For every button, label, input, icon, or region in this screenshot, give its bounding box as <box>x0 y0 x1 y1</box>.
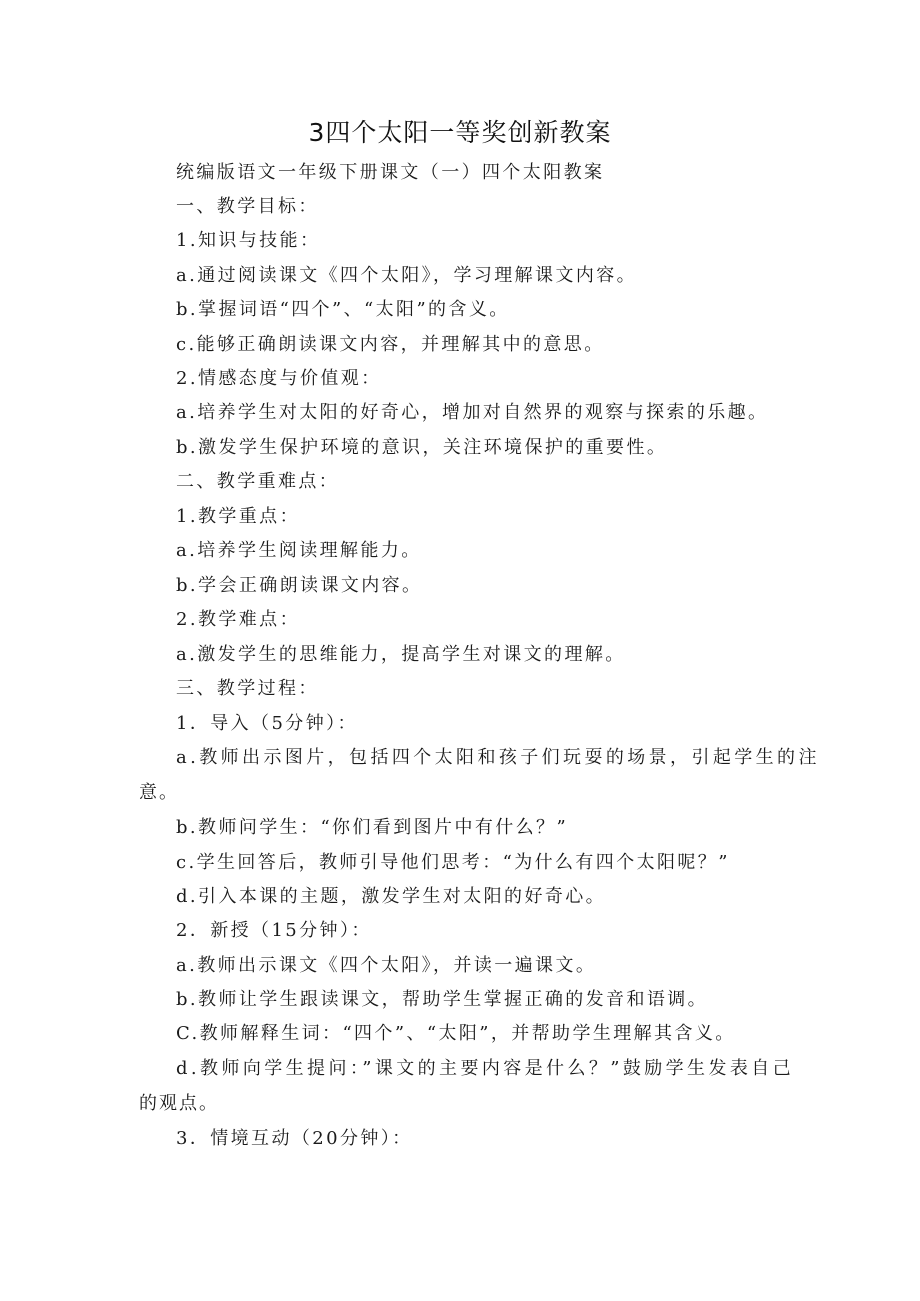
paragraph-line: a.培养学生阅读理解能力。 <box>176 540 422 561</box>
paragraph-line: b.学会正确朗读课文内容。 <box>176 575 423 596</box>
paragraph-line: a.教师出示图片，包括四个太阳和孩子们玩耍的场景，引起学生的注 <box>176 747 820 768</box>
paragraph-line: a.通过阅读课文《四个太阳》，学习理解课文内容。 <box>176 265 638 286</box>
subsection-heading: 2．新授（15分钟）： <box>176 920 372 941</box>
subsection-heading: 3．情境互动（20分钟）： <box>176 1128 413 1149</box>
paragraph-line: C.教师解释生词：“四个”、“太阳”，并帮助学生理解其含义。 <box>176 1023 736 1044</box>
paragraph-line: b.掌握词语“四个”、“太阳”的含义。 <box>176 299 510 320</box>
paragraph-line: b.教师问学生：“你们看到图片中有什么？” <box>176 817 569 838</box>
paragraph-line: d.教师向学生提问：”课文的主要内容是什么？”鼓励学生发表自己 <box>176 1058 795 1079</box>
paragraph-line: c.能够正确朗读课文内容，并理解其中的意思。 <box>176 334 605 355</box>
paragraph-line: a.培养学生对太阳的好奇心，增加对自然界的观察与探索的乐趣。 <box>176 402 769 423</box>
subsection-heading: 1．导入（5分钟）： <box>176 713 358 734</box>
section-heading: 二、教学重难点： <box>176 471 340 492</box>
paragraph-line: 的观点。 <box>139 1093 219 1114</box>
paragraph-line: 意。 <box>139 782 179 803</box>
paragraph-line: a.教师出示课文《四个太阳》，并读一遍课文。 <box>176 955 597 976</box>
section-heading: 三、教学过程： <box>176 678 319 699</box>
section-heading: 一、教学目标： <box>176 196 319 217</box>
paragraph-line: b.激发学生保护环境的意识，关注环境保护的重要性。 <box>176 437 668 458</box>
subsection-heading: 1.教学重点： <box>176 506 300 527</box>
subtitle-line: 统编版语文一年级下册课文（一）四个太阳教案 <box>176 162 605 183</box>
subsection-heading: 1.知识与技能： <box>176 230 321 251</box>
subsection-heading: 2.情感态度与价值观： <box>176 368 382 389</box>
paragraph-line: c.学生回答后，教师引导他们思考：“为什么有四个太阳呢？” <box>176 852 730 873</box>
paragraph-line: d.引入本课的主题，激发学生对太阳的好奇心。 <box>176 886 607 907</box>
paragraph-line: b.教师让学生跟读课文，帮助学生掌握正确的发音和语调。 <box>176 989 709 1010</box>
subsection-heading: 2.教学难点： <box>176 609 300 630</box>
document-title: 3四个太阳一等奖创新教案 <box>308 118 612 147</box>
paragraph-line: a.激发学生的思维能力，提高学生对课文的理解。 <box>176 644 626 665</box>
